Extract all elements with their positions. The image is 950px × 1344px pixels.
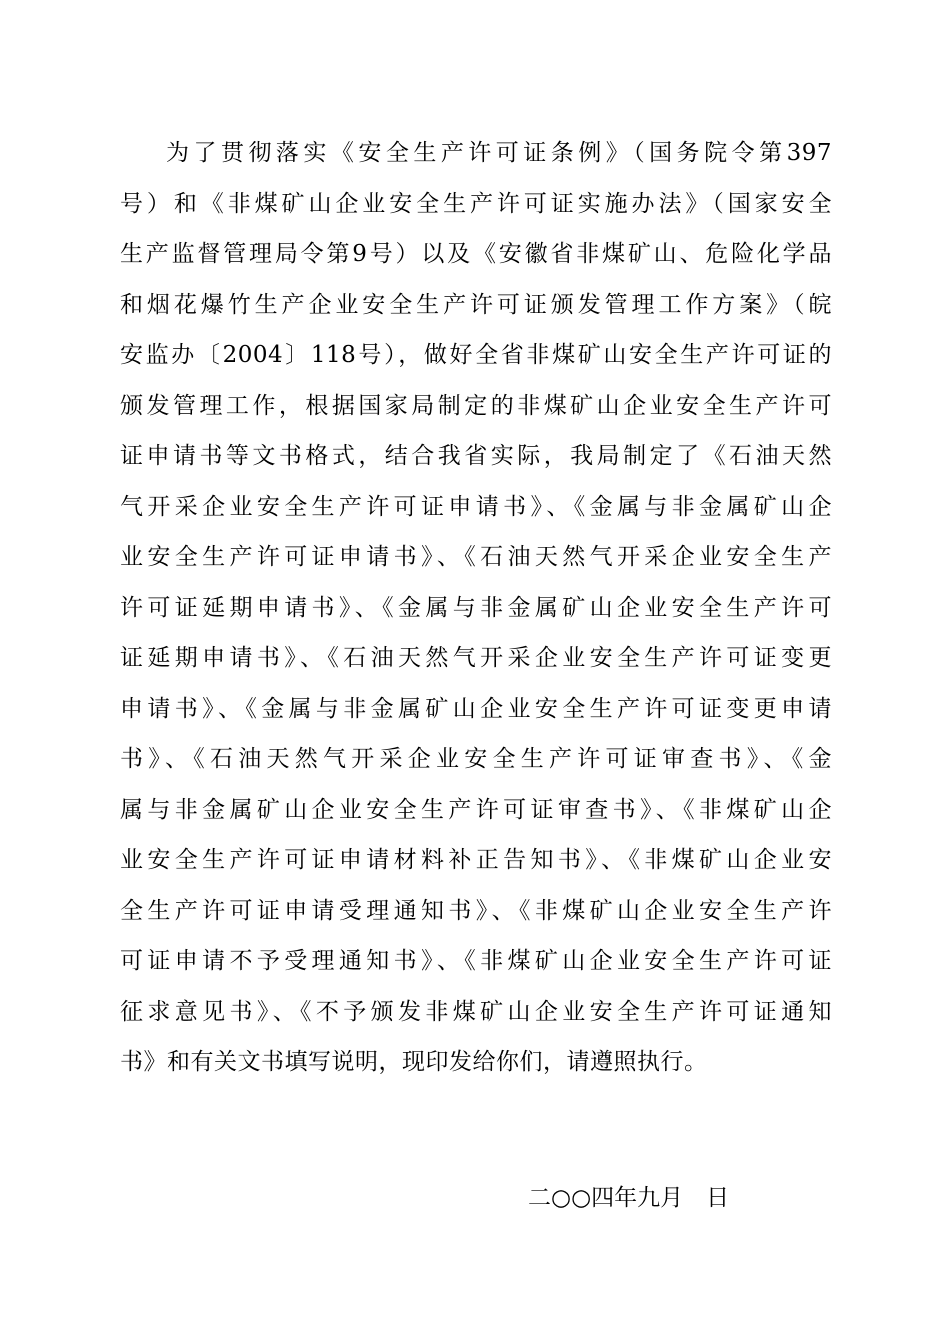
paragraph-line-18: 征求意见书》、《不予颁发非煤矿山企业安全生产许可证通知 <box>120 998 832 1025</box>
paragraph-line-4: 和烟花爆竹生产企业安全生产许可证颁发管理工作方案》（皖 <box>120 291 832 318</box>
paragraph-line-15: 业安全生产许可证申请材料补正告知书》、《非煤矿山企业安 <box>120 847 832 873</box>
paragraph-line-12: 申请书》、《金属与非金属矿山企业安全生产许可证变更申请 <box>120 695 832 722</box>
issue-date: 二○○四年九月 日 <box>528 1185 730 1211</box>
paragraph-line-17: 可证申请不予受理通知书》、《非煤矿山企业安全生产许可证 <box>120 948 832 974</box>
paragraph-line-7: 证申请书等文书格式，结合我省实际，我局制定了《石油天然 <box>120 443 832 469</box>
notice-paragraph <box>120 128 832 1088</box>
paragraph-line-3: 生产监督管理局令第9号）以及《安徽省非煤矿山、危险化学品 <box>120 241 832 267</box>
paragraph-line-19: 书》和有关文书填写说明，现印发给你们，请遵照执行。 <box>120 1049 708 1075</box>
paragraph-line-6: 颁发管理工作，根据国家局制定的非煤矿山企业安全生产许可 <box>120 392 832 419</box>
paragraph-line-5: 安监办〔2004〕118号），做好全省非煤矿山安全生产许可证的 <box>120 342 832 368</box>
paragraph-line-16: 全生产许可证申请受理通知书》、《非煤矿山企业安全生产许 <box>120 897 832 924</box>
paragraph-line-14: 属与非金属矿山企业安全生产许可证审查书》、《非煤矿山企 <box>120 796 832 823</box>
paragraph-line-9: 业安全生产许可证申请书》、《石油天然气开采企业安全生产 <box>120 544 832 570</box>
paragraph-line-2: 号）和《非煤矿山企业安全生产许可证实施办法》（国家安全 <box>120 190 832 217</box>
paragraph-line-13: 书》、《石油天然气开采企业安全生产许可证审查书》、《金 <box>120 746 832 772</box>
paragraph-line-10: 许可证延期申请书》、《金属与非金属矿山企业安全生产许可 <box>120 594 832 621</box>
paragraph-line-8: 气开采企业安全生产许可证申请书》、《金属与非金属矿山企 <box>120 493 832 520</box>
paragraph-line-11: 证延期申请书》、《石油天然气开采企业安全生产许可证变更 <box>120 645 832 671</box>
paragraph-line-1: 为了贯彻落实《安全生产许可证条例》（国务院令第397 <box>166 140 832 166</box>
